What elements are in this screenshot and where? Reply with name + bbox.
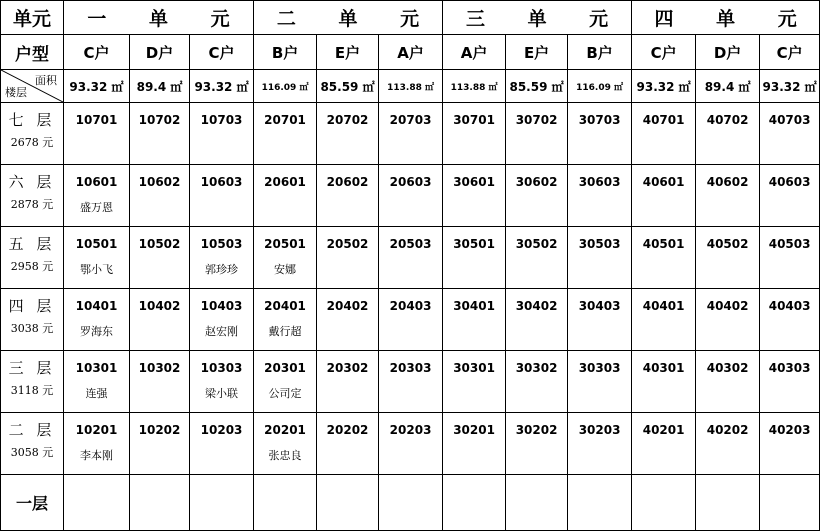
room-number: 30301 [453,361,495,375]
floor-name: 二 层 [8,421,56,439]
room-owner-name: 赵宏刚 [205,325,239,338]
room-cell [760,165,820,227]
room-owner-name: 连强 [85,387,108,400]
floor-label-cell [1,103,64,165]
floor-name: 四 层 [8,297,56,315]
room-cell [190,165,254,227]
room-number: 30202 [515,423,558,437]
room-number: 10301 [75,361,118,375]
area-cell: 93.32 ㎡ [632,70,696,103]
room-cell [696,103,760,165]
room-cell [506,413,568,475]
room-number: 20602 [326,175,369,189]
unit-type-cell: A户 [379,35,443,70]
room-cell [632,103,696,165]
room-cell [130,227,190,289]
room-number: 20203 [389,423,432,437]
room-cell [379,103,443,165]
room-cell [317,103,379,165]
room-number: 10501 [75,237,118,251]
room-number: 30702 [515,113,558,127]
room-cell [254,165,317,227]
room-number: 10302 [138,361,181,375]
area-cell: 113.88 ㎡ [443,70,506,103]
room-number: 40602 [706,175,749,189]
room-number: 10403 [200,299,243,313]
room-cell [506,165,568,227]
room-number: 20503 [389,237,432,251]
room-number: 40601 [642,175,685,189]
room-owner-name: 郭珍珍 [205,263,239,276]
room-cell [506,103,568,165]
unit-header-1: 一 单 元 [64,1,254,35]
room-number: 30303 [578,361,621,375]
floor-row [1,351,820,413]
floor-price: 3038 元 [10,322,54,335]
room-number: 10603 [200,175,243,189]
floor-row [1,103,820,165]
area-cell: 93.32 ㎡ [190,70,254,103]
room-cell [632,289,696,351]
room-number: 30703 [578,113,621,127]
room-number: 40701 [642,113,685,127]
room-number: 30403 [578,299,621,313]
room-owner-name: 鄂小飞 [80,263,113,276]
room-number: 10703 [200,113,243,127]
empty-cell [506,475,568,531]
empty-cell [568,475,632,531]
area-corner-label: 面积 [35,74,57,87]
unit-type-cell: D户 [130,35,190,70]
room-owner-name: 公司定 [268,387,302,400]
empty-cell [190,475,254,531]
room-cell [443,351,506,413]
room-cell [254,413,317,475]
room-cell [568,227,632,289]
floor-price: 2878 元 [10,198,54,211]
room-number: 10401 [75,299,118,313]
room-number: 20702 [326,113,369,127]
room-cell [130,413,190,475]
room-cell [632,227,696,289]
unit-type-row [1,35,820,70]
floor-row [1,165,820,227]
room-number: 30201 [453,423,495,437]
room-cell [632,351,696,413]
room-cell [696,351,760,413]
room-cell [760,103,820,165]
room-number: 40302 [706,361,749,375]
floor-row [1,413,820,475]
room-number: 10602 [138,175,181,189]
room-number: 20202 [326,423,369,437]
room-cell [568,351,632,413]
unit-type-cell: B户 [568,35,632,70]
room-cell [190,413,254,475]
room-number: 30502 [515,237,558,251]
room-number: 20601 [264,175,306,189]
unit-type-cell: E户 [317,35,379,70]
room-number: 10601 [75,175,118,189]
ground-floor-label: 一层 [1,475,64,531]
floor-label-cell [1,165,64,227]
room-cell [632,165,696,227]
room-number: 30302 [515,361,558,375]
room-number: 40501 [642,237,685,251]
room-cell [568,413,632,475]
room-owner-name: 安娜 [274,263,297,276]
empty-cell [254,475,317,531]
room-cell [64,289,130,351]
area-cell: 116.09 ㎡ [254,70,317,103]
room-cell [130,103,190,165]
room-cell [64,165,130,227]
empty-cell [760,475,820,531]
floor-price: 2958 元 [10,260,54,273]
unit-type-cell: C户 [190,35,254,70]
room-cell [130,289,190,351]
room-number: 30602 [515,175,558,189]
room-cell [379,351,443,413]
room-number: 10701 [75,113,118,127]
unit-type-cell: C户 [760,35,820,70]
room-cell [379,289,443,351]
room-cell [568,103,632,165]
area-cell: 85.59 ㎡ [506,70,568,103]
room-number: 10502 [138,237,181,251]
room-cell [190,289,254,351]
room-number: 20401 [264,299,306,313]
floor-corner-label: 楼层 [5,86,27,99]
room-number: 20603 [389,175,432,189]
room-number: 10201 [75,423,118,437]
room-number: 10202 [138,423,181,437]
unit-type-cell: E户 [506,35,568,70]
room-cell [696,413,760,475]
area-cell: 93.32 ㎡ [760,70,820,103]
unit-type-cell: B户 [254,35,317,70]
room-number: 10303 [200,361,243,375]
room-cell [317,165,379,227]
room-cell [506,227,568,289]
area-floor-corner-cell [1,70,64,103]
room-number: 20502 [326,237,369,251]
room-cell [760,351,820,413]
room-number: 30503 [578,237,621,251]
room-cell [317,227,379,289]
room-number: 40703 [768,113,811,127]
room-number: 30401 [453,299,495,313]
room-number: 40201 [642,423,685,437]
room-cell [130,165,190,227]
room-number: 40301 [642,361,685,375]
room-cell [254,289,317,351]
room-owner-name: 盛万恩 [80,201,113,214]
room-number: 40401 [642,299,685,313]
room-cell [760,289,820,351]
unit-type-cell: A户 [443,35,506,70]
floor-name: 六 层 [8,173,56,191]
area-cell: 113.88 ㎡ [379,70,443,103]
area-cell: 89.4 ㎡ [696,70,760,103]
room-cell [64,413,130,475]
empty-cell [632,475,696,531]
room-owner-name: 罗海东 [80,325,113,338]
room-cell [64,103,130,165]
room-owner-name: 张忠良 [268,449,302,462]
room-number: 10503 [200,237,243,251]
room-number: 40402 [706,299,749,313]
floor-label-cell [1,413,64,475]
room-cell [379,165,443,227]
room-cell [443,289,506,351]
room-cell [696,227,760,289]
unit-header-row [1,1,820,35]
floor-row [1,289,820,351]
room-number: 40503 [768,237,811,251]
room-number: 20703 [389,113,432,127]
room-number: 40603 [768,175,811,189]
empty-cell [64,475,130,531]
floor-name: 三 层 [8,359,56,377]
unit-header-2: 二 单 元 [254,1,443,35]
room-number: 20302 [326,361,369,375]
room-number: 20201 [264,423,306,437]
room-cell [254,351,317,413]
room-owner-name: 戴行超 [268,325,302,338]
room-number: 10203 [200,423,243,437]
room-cell [506,289,568,351]
room-cell [443,227,506,289]
room-cell [130,351,190,413]
room-owner-name: 梁小联 [205,387,239,400]
unit-type-cell: C户 [64,35,130,70]
unit-corner-label: 单元 [1,1,64,35]
room-cell [317,351,379,413]
ground-floor-row [1,475,820,531]
room-number: 30501 [453,237,495,251]
floor-name: 五 层 [8,235,56,253]
room-number: 40403 [768,299,811,313]
room-cell [254,103,317,165]
empty-cell [130,475,190,531]
room-number: 20301 [264,361,306,375]
room-number: 30402 [515,299,558,313]
unit-type-cell: D户 [696,35,760,70]
area-cell: 93.32 ㎡ [64,70,130,103]
room-owner-name: 李本刚 [80,449,113,462]
unit-header-3: 三 单 元 [443,1,632,35]
room-cell [443,103,506,165]
empty-cell [379,475,443,531]
room-number: 20501 [264,237,306,251]
unit-header-4: 四 单 元 [632,1,820,35]
room-cell [568,289,632,351]
room-number: 10702 [138,113,181,127]
empty-cell [317,475,379,531]
room-cell [506,351,568,413]
room-cell [317,413,379,475]
room-cell [64,351,130,413]
room-number: 40202 [706,423,749,437]
room-cell [190,227,254,289]
room-cell [64,227,130,289]
type-row-label: 户型 [1,35,64,70]
room-number: 20303 [389,361,432,375]
floor-price: 2678 元 [10,136,54,149]
empty-cell [696,475,760,531]
room-number: 30603 [578,175,621,189]
room-cell [443,165,506,227]
room-number: 40502 [706,237,749,251]
floor-price: 3058 元 [10,446,54,459]
room-cell [696,289,760,351]
room-number: 30601 [453,175,495,189]
area-cell: 89.4 ㎡ [130,70,190,103]
room-number: 40702 [706,113,749,127]
room-cell [568,165,632,227]
area-cell: 85.59 ㎡ [317,70,379,103]
room-cell [379,227,443,289]
area-cell: 116.09 ㎡ [568,70,632,103]
room-number: 20403 [389,299,432,313]
room-number: 40303 [768,361,811,375]
floor-price: 3118 元 [10,384,54,397]
room-cell [443,413,506,475]
room-number: 20701 [264,113,306,127]
room-number: 20402 [326,299,369,313]
room-cell [317,289,379,351]
empty-cell [443,475,506,531]
room-cell [760,227,820,289]
floor-label-cell [1,289,64,351]
room-number: 40203 [768,423,811,437]
room-number: 10402 [138,299,181,313]
room-cell [696,165,760,227]
floor-name: 七 层 [8,111,56,129]
room-cell [760,413,820,475]
room-cell [190,351,254,413]
room-number: 30203 [578,423,621,437]
room-cell [379,413,443,475]
room-number: 30701 [453,113,495,127]
area-row [1,70,820,103]
floor-label-cell [1,227,64,289]
floor-row [1,227,820,289]
room-cell [254,227,317,289]
room-cell [190,103,254,165]
room-cell [632,413,696,475]
floor-label-cell [1,351,64,413]
unit-type-cell: C户 [632,35,696,70]
